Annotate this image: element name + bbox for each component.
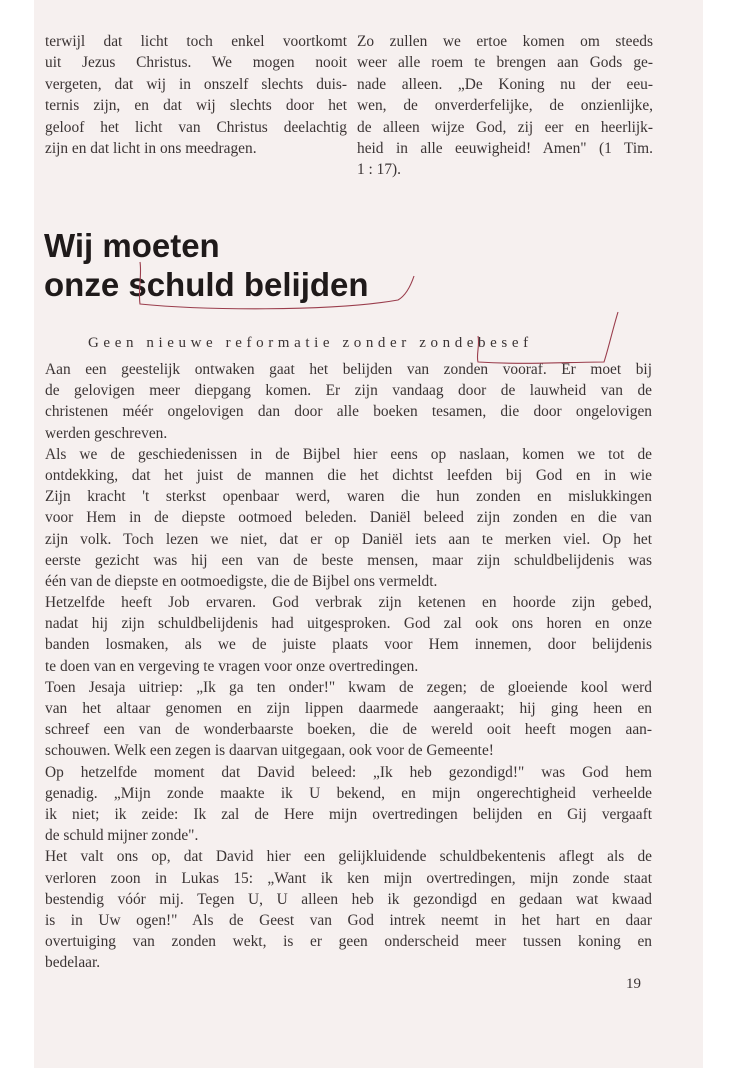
text-line: Aan een geestelijk ontwaken gaat het belijden van zonden vooraf. Er moet bij (45, 361, 652, 378)
text-line: zijn volk. Toch lezen we niet, dat er op Daniël iets aan te merken viel. Op het (45, 530, 652, 548)
page-number: 19 (626, 976, 641, 992)
pen-underline-heading (139, 262, 414, 309)
text-line: de schuld mijner zonde". (45, 827, 199, 845)
text-line: ternis zijn, en dat wij slechts door het (45, 97, 347, 115)
text-line: wen, de onverderfelijke, de onzienlijke, (357, 97, 653, 115)
text-line: Hetzelfde heeft Job ervaren. God verbrak zijn ketenen en hoorde zijn gebed, (45, 594, 652, 612)
text-line: weer alle roem te brengen aan Gods ge- (357, 54, 653, 72)
text-line: schouwen. Welk een zegen is daarvan uitgegaan, ook voor de Gemeente! (45, 742, 494, 760)
text-line: van het altaar genomen en zijn lippen daarmede aangeraakt; hij ging heen en (45, 700, 652, 717)
text-line: is in Uw ogen!" Als de Geest van God intrek neemt in het hart en daar (45, 911, 652, 929)
text-line: de alleen wijze God, zij eer en heerlijk- (357, 118, 653, 136)
text-line: vergeten, dat wij in onszelf slechts duis- (45, 75, 347, 93)
text-line: Toen Jesaja uitriep: „Ik ga ten onder!" kwam de zegen; de gloeiende kool werd (45, 678, 652, 696)
text-line: overtuiging van zonden wekt, is er geen onderscheid meer tussen koning en (45, 933, 652, 951)
text-line: één van de diepste en ootmoedigste, die de Bijbel ons vermeldt. (45, 572, 438, 590)
text-line: genadig. „Mijn zonde maakte ik U bekend, en mijn ongerechtigheid verheelde (45, 784, 652, 802)
text-line: bestendig vóór mij. Tegen U, U alleen heb ik gezondigd en gedaan wat kwaad (45, 890, 652, 908)
text-line: christenen méér ongelovigen dan door alle boeken tesamen, die door ongelovigen (45, 403, 652, 421)
text-line: Het valt ons op, dat David hier een gelijkluidende schuldbekentenis aflegt als de (45, 848, 652, 866)
text-line: Op hetzelfde moment dat David beleed: „Ik heb gezondigd!" was God hem (45, 763, 652, 781)
text-line: ontdekking, dat het juist de mannen die het dichtst leefden bij God en in wie (45, 466, 652, 484)
text-line: terwijl dat licht toch enkel voortkomt (45, 33, 347, 50)
text-line: nade alleen. „De Koning nu der eeu- (357, 75, 653, 93)
text-line: Zijn kracht 't sterkst openbaar werd, waren die hun zonden en mislukkingen (45, 488, 652, 506)
text-line: verloren zoon in Lukas 15: „Want ik ken mijn overtredingen, mijn zonde staat (45, 869, 652, 887)
text-line: schreef een van de wonderbaarste boeken, die de wereld ooit heeft mogen aan- (45, 721, 652, 739)
text-line: te doen van en vergeving te vragen voor onze overtredingen. (45, 657, 419, 675)
text-line: geloof het licht van Christus deelachtig (45, 118, 347, 136)
text-line: ik niet; ik zeide: Ik zal de Here mijn overtredingen belijden en Gij vergaaft (45, 805, 652, 823)
pen-box-subtitle (477, 312, 618, 363)
text-line: Zo zullen we ertoe komen om steeds (357, 33, 653, 50)
section-subtitle: Geen nieuwe reformatie zonder zondebesef (88, 335, 533, 351)
text-line: banden losmaken, als we de juiste plaats voor Hem innemen, door belijdenis (45, 636, 652, 654)
text-line: werden geschreven. (45, 424, 168, 442)
text-line: voor Hem in de diepste ootmoed beleden. Daniël beleed zijn zonden en die van (45, 509, 652, 527)
text-line: heid in alle eeuwigheid! Amen" (1 Tim. (357, 139, 653, 157)
text-line: de gelovigen meer diepgang komen. Er zijn vandaag door de lauwheid van de (45, 382, 652, 400)
text-line: eerste gezicht was hij een van de beste mensen, maar zijn schuldbelijdenis was (45, 551, 652, 569)
heading-line-2: onze schuld belijden (44, 266, 369, 303)
text-line: Als we de geschiedenissen in de Bijbel hier eens op naslaan, komen we tot de (45, 445, 652, 463)
heading-line-1: Wij moeten (44, 227, 220, 264)
text-line: 1 : 17). (357, 161, 402, 179)
text-line: bedelaar. (45, 954, 101, 972)
text-line: nadat hij zijn schuldbelijdenis had uitgesproken. God zal ook ons horen en onze (45, 615, 652, 633)
text-line: zijn en dat licht in ons meedragen. (45, 139, 257, 157)
text-line: uit Jezus Christus. We mogen nooit (45, 54, 347, 72)
